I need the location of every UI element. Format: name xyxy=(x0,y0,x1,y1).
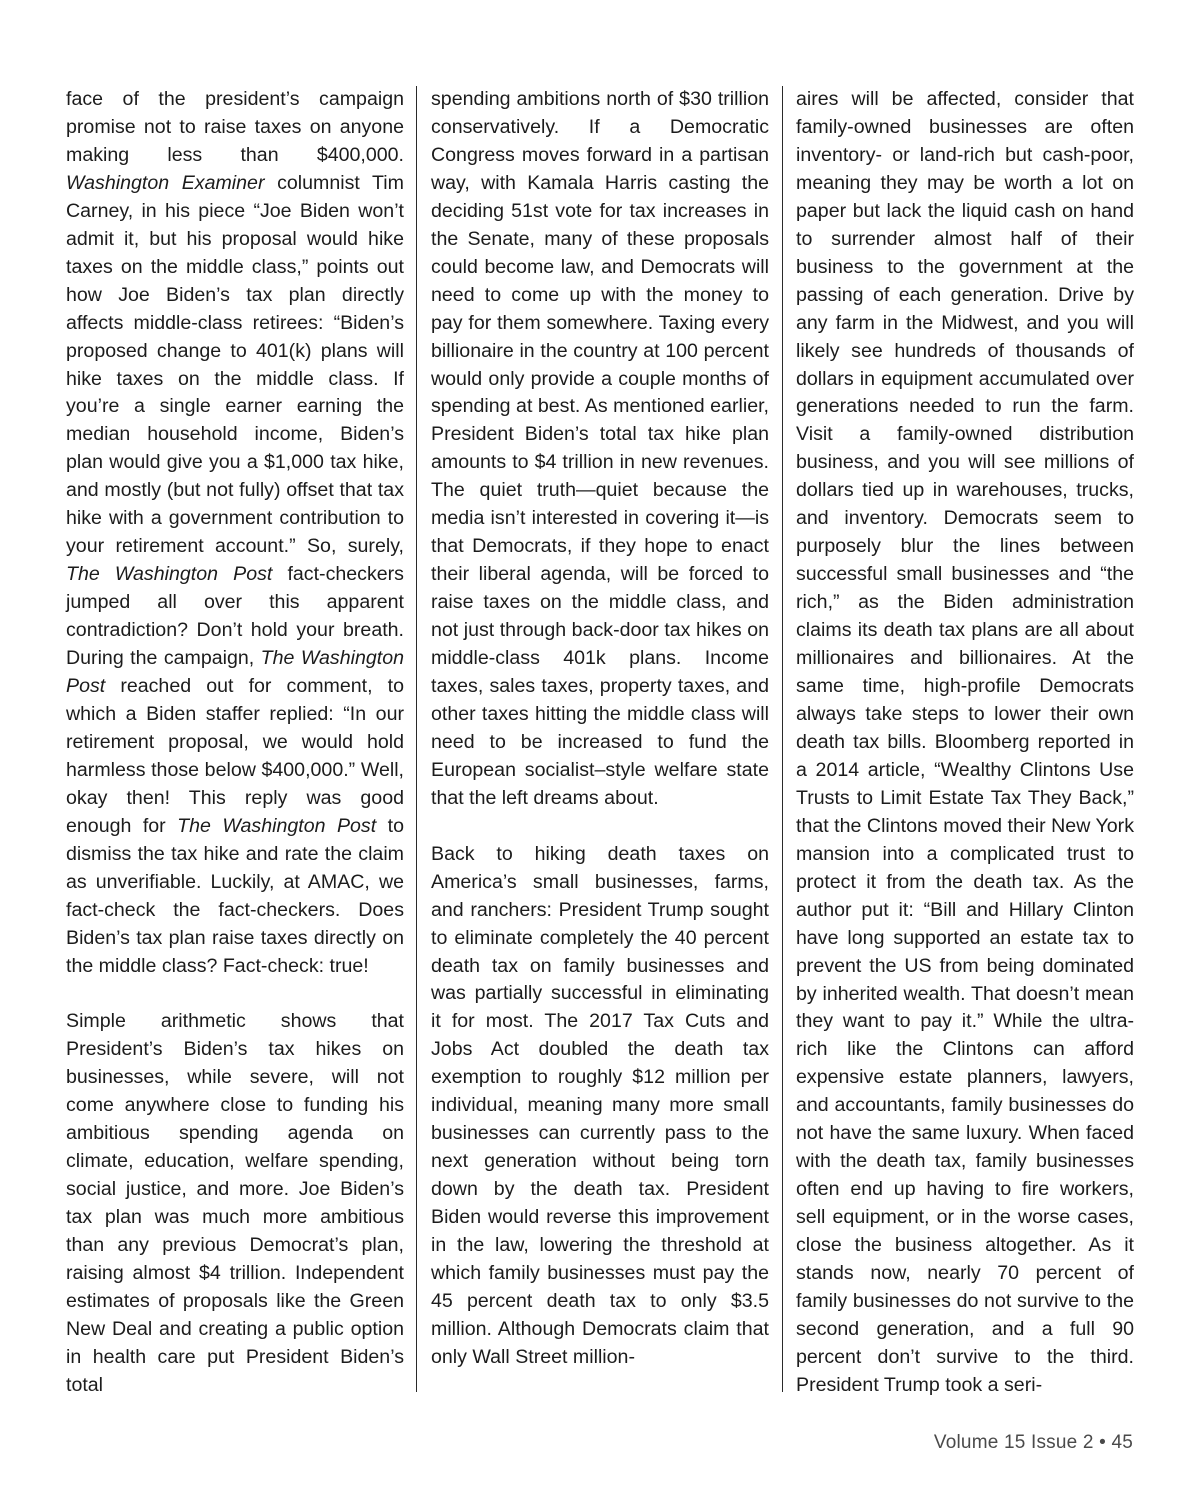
publication-name: Washington Examiner xyxy=(66,171,265,194)
text-run: aires will be affected, consider that family-owned businesses are often inventory- or land-rich but cash-poor, meaning they may be worth a lot on paper but lack the liquid cash on hand to surrender almost half of their business to the government at the passing of each generation. Drive by any farm in the Midwest, and you will likely see hundreds of thousands of dollars in equipment accumulated over generations needed to run the farm. Visit a family-owned distribution business, and you will see millions of dollars tied up in warehouses, trucks, and inventory. Democrats seem to purposely blur the lines between successful small businesses and “the rich,” as the Biden administration claims its death tax plans are all about millionaires and billionaires. At the same time, high-profile Democrats always take steps to lower their own death tax bills. Bloomberg reported in a 2014 article, “Wealthy Clintons Use Trusts to Limit Estate Tax They Back,” that the Clintons moved their New York mansion into a complicated trust to protect it from the death tax. As the author put it: “Bill and Hillary Clinton have long supported an estate tax to prevent the US from being dominated by inherited wealth. That doesn’t mean they want to pay it.” While the ultra-rich like the Clintons can afford expensive estate planners, lawyers, and accountants, family businesses do not have the same luxury. When faced with the death tax, family businesses often end up having to fire workers, sell equipment, or in the worse cases, close the business altogether. As it stands now, nearly 70 percent of family businesses do not survive to the second generation, and a full 90 percent don’t survive to the third. President Trump took a seri- xyxy=(796,88,1134,1396)
article-paragraph xyxy=(796,86,1134,1400)
article-column-1 xyxy=(66,86,404,1400)
column-divider-2 xyxy=(782,86,783,1392)
page-footer: Volume 15 Issue 2 • 45 xyxy=(933,1432,1133,1453)
text-run: face of the president’s campaign promise not to raise taxes on anyone making less than $400,000. xyxy=(66,88,404,166)
publication-name: The Washington Post xyxy=(177,814,377,837)
article-column-2 xyxy=(431,86,769,1372)
text-run: columnist Tim Carney, in his piece “Joe Biden won’t admit it, but his proposal would hike taxes on the middle class,” points out how Joe Biden’s tax plan directly affects middle-class retirees: “Biden’s proposed change to 401(k) plans will hike taxes on the middle class. If you’re a single earner earning the median household income, Biden’s plan would give you a $1,000 tax hike, and mostly (but not fully) offset that tax hike with a government contribution to your retirement account.” So, surely, xyxy=(66,171,404,558)
article-column-3 xyxy=(796,86,1134,1400)
article-paragraph xyxy=(431,86,769,813)
article-paragraph xyxy=(66,86,404,981)
publication-name: The Washington Post xyxy=(66,563,273,586)
article-paragraph xyxy=(66,1008,404,1399)
publication-name: The Washington Post xyxy=(66,647,404,698)
column-divider-1 xyxy=(416,86,417,1392)
text-run: spending ambitions north of $30 trillion conservatively. If a Democratic Congress moves forward in a partisan way, with Kamala Harris casting the deciding 51st vote for tax increases in the Senate, many of these proposals could become law, and Democrats will need to come up with the money to pay for them somewhere. Taxing every billionaire in the country at 100 percent would only provide a couple months of spending at best. As mentioned earlier, President Biden’s total tax hike plan amounts to $4 trillion in new revenues. The quiet truth—quiet because the media isn’t interested in covering it—is that Democrats, if they hope to enact their liberal agenda, will be forced to raise taxes on the middle class, and not just through back-door tax hikes on middle-class 401k plans. Income taxes, sales taxes, property taxes, and other taxes hitting the middle class will need to be increased to fund the European socialist–style welfare state that the left dreams about. xyxy=(431,88,769,809)
text-run: Simple arithmetic shows that President’s Biden’s tax hikes on businesses, while severe, will not come anywhere close to funding his ambitious spending agenda on climate, education, welfare spending, social justice, and more. Joe Biden’s tax plan was much more ambitious than any previous Democrat’s plan, raising almost $4 trillion. Independent estimates of proposals like the Green New Deal and creating a public option in health care put President Biden’s total xyxy=(66,1010,404,1396)
text-run: fact-checkers jumped all over this apparent contradiction? Don’t hold your breath. During the campaign, xyxy=(66,563,404,670)
text-run: Back to hiking death taxes on America’s small businesses, farms, and ranchers: President Trump sought to eliminate completely the 40 percent death tax on family businesses and was partially successful in eliminating it for most. The 2017 Tax Cuts and Jobs Act doubled the death tax exemption to roughly $12 million per individual, meaning many more small businesses can currently pass to the next generation without being torn down by the death tax. President Biden would reverse this improvement in the law, lowering the threshold at which family businesses must pay the 45 percent death tax to only $3.5 million. Although Democrats claim that only Wall Street million- xyxy=(431,842,769,1368)
text-run: reached out for comment, to which a Biden staffer replied: “In our retirement proposal, we would hold harmless those below $400,000.” Well, okay then! This reply was good enough for xyxy=(66,675,404,837)
text-run: to dismiss the tax hike and rate the claim as unverifiable. Luckily, at AMAC, we fact-check the fact-checkers. Does Biden’s tax plan raise taxes directly on the middle class? Fact-check: true! xyxy=(66,814,404,977)
article-paragraph xyxy=(431,841,769,1372)
